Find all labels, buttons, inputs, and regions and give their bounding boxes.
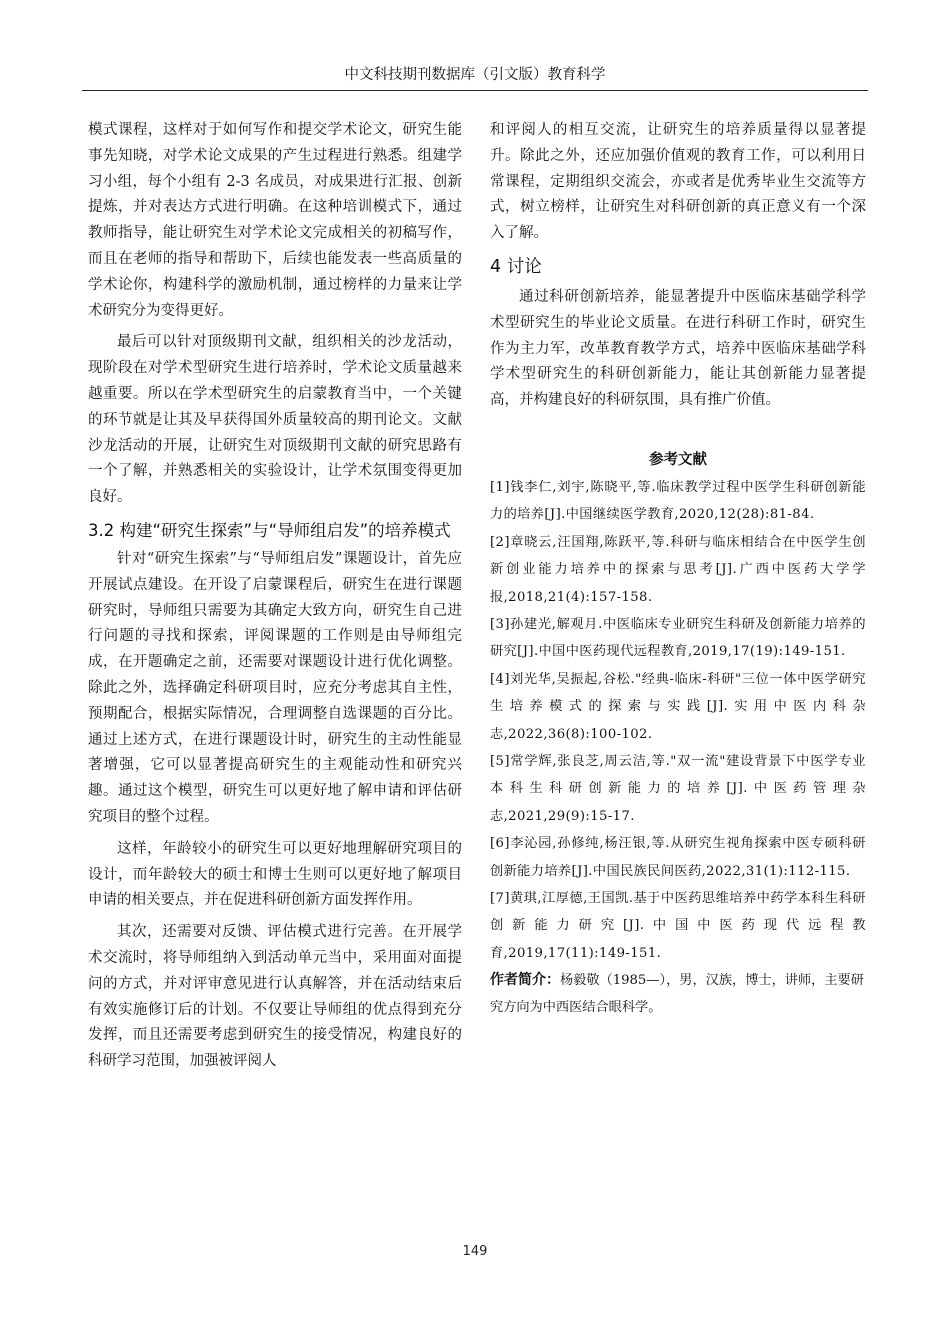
- reference-item: [3]孙建光,解观月.中医临床专业研究生科研及创新能力培养的研究[J].中国中医药现代远程教育,2019,17(19):149-151.: [490, 617, 866, 660]
- reference-item: [5]常学辉,张良芝,周云洁,等."双一流"建设背景下中医学专业本科生科研创新能力的培养[J].中医药管理杂志,2021,29(9):15-17.: [490, 754, 866, 824]
- section-heading-3-2: 3.2 构建“研究生探索”与“导师组启发”的培养模式: [88, 520, 451, 540]
- body-paragraph: 其次，还需要对反馈、评估模式进行完善。在开展学术交流时，将导师组纳入到活动单元当中，采用面对面提问的方式，并对评审意见进行认真解答，并在活动结束后有效实施修订后的计划。不仅要让导师组的优点得到充分发挥，而且还需要考虑到研究生的接受情况，构建良好的科研学习范围，加强被评阅人: [88, 924, 462, 1070]
- reference-item: [4]刘光华,吴振起,谷松."经典-临床-科研"三位一体中医学研究生培养模式的探索与实践[J].实用中医内科杂志,2022,36(8):100-102.: [490, 671, 866, 742]
- right-column: [490, 118, 866, 1021]
- body-paragraph: 模式课程，这样对于如何写作和提交学术论文，研究生能事先知晓，对学术论文成果的产生过程进行熟悉。组建学习小组，每个小组有 2-3 名成员，对成果进行汇报、创新提炼，并对表达方式进行明确。在这种培训模式下，通过教师指导，能让研究生对学术论文完成相关的初稿写作，而且在老师的指导和帮助下，后续也能发表一些高质量的学术论你，构建科学的激励机制，通过榜样的力量来让学术研究分为变得更好。: [88, 122, 462, 319]
- left-column: [88, 118, 462, 1081]
- references-title: 参考文献: [649, 451, 707, 468]
- body-paragraph: 和评阅人的相互交流，让研究生的培养质量得以显著提升。除此之外，还应加强价值观的教育工作，可以利用日常课程，定期组织交流会，亦或者是优秀毕业生交流等方式，树立榜样，让研究生对科研创新的真正意义有一个深入了解。: [490, 122, 866, 242]
- header-divider: [82, 90, 868, 91]
- body-paragraph: 这样，年龄较小的研究生可以更好地理解研究项目的设计，而年龄较大的硕士和博士生则可以更好地了解项目申请的相关要点，并在促进科研创新方面发挥作用。: [88, 840, 462, 909]
- author-bio-label: 作者简介：: [490, 972, 560, 989]
- author-bio-text: 杨毅敬（1985—），男，汉族，博士，讲师，主要研究方向为中西医结合眼科学。: [490, 973, 864, 1016]
- journal-header: 中文科技期刊数据库（引文版）教育科学: [344, 67, 606, 83]
- reference-item: [1]钱李仁,刘宇,陈晓平,等.临床教学过程中医学生科研创新能力的培养[J].中国继续医学教育,2020,12(28):81-84.: [490, 479, 866, 523]
- page-number: 149: [462, 1244, 488, 1259]
- body-paragraph: 通过科研创新培养，能显著提升中医临床基础学科学术型研究生的毕业论文质量。在进行科研工作时，研究生作为主力军，改革教育教学方式，培养中医临床基础学科学术型研究生的科研创新能力，能让其创新能力显著提高，并构建良好的科研氛围，具有推广价值。: [490, 288, 866, 409]
- body-paragraph: 针对“研究生探索”与“导师组启发”课题设计，首先应开展试点建设。在开设了启蒙课程后，研究生在进行课题研究时，导师组只需要为其确定大致方向，研究生自己进行问题的寻找和探索，评阅课题的工作则是由导师组完成，在开题确定之前，还需要对课题设计进行优化调整。除此之外，选择确定科研项目时，应充分考虑其自主性，预期配合，根据实际情况，合理调整自选课题的百分比。通过上述方式，在进行课题设计时，研究生的主动性能显著增强，它可以显著提高研究生的主观能动性和研究兴趣。通过这个模型，研究生可以更好地了解申请和评估研究项目的整个过程。: [88, 550, 462, 825]
- reference-list: [490, 474, 866, 967]
- reference-item: [7]黄琪,江厚德,王国凯.基于中医药思维培养中药学本科生科研创新能力研究[J].中国中医药现代远程教育,2019,17(11):149-151.: [490, 891, 866, 961]
- body-paragraph: 最后可以针对顶级期刊文献，组织相关的沙龙活动，现阶段在对学术型研究生进行培养时，学术论文质量越来越重要。所以在学术型研究生的启蒙教育当中，一个关键的环节就是让其及早获得国外质量较高的期刊论文。文献沙龙活动的开展，让研究生对顶级期刊文献的研究思路有一个了解，并熟悉相关的实验设计，让学术氛围变得更加良好。: [88, 334, 462, 506]
- reference-item: [6]李沁园,孙修纯,杨汪银,等.从研究生视角探索中医专硕科研创新能力培养[J].中国民族民间医药,2022,31(1):112-115.: [490, 836, 866, 879]
- reference-item: [2]章晓云,汪国翔,陈跃平,等.科研与临床相结合在中医学生创新创业能力培养中的探索与思考[J].广西中医药大学学报,2018,21(4):157-158.: [490, 534, 866, 605]
- section-heading-4: 4 讨论: [490, 256, 542, 277]
- author-bio: [490, 967, 866, 1021]
